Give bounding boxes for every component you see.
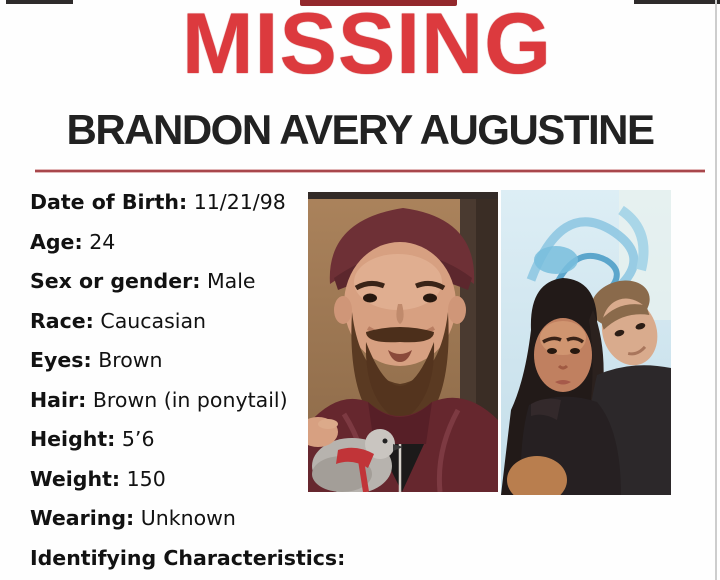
detail-age: Age: 24 xyxy=(30,229,116,254)
detail-race: Race: Caucasian xyxy=(30,308,207,333)
detail-hair: Hair: Brown (in ponytail) xyxy=(30,387,288,412)
details-list xyxy=(30,183,346,578)
detail-date-of-birth: Date of Birth: 11/21/98 xyxy=(30,190,286,214)
detail-sex: Sex or gender: Male xyxy=(30,269,256,293)
poster-title: MISSING xyxy=(181,0,553,92)
photo-couple xyxy=(501,190,671,495)
red-divider-line xyxy=(35,170,705,172)
detail-identifying-characteristics: Identifying Characteristics: xyxy=(30,545,346,570)
photo-collage xyxy=(308,190,671,495)
detail-weight: Weight: 150 xyxy=(30,466,166,491)
right-edge-line xyxy=(715,0,717,580)
detail-wearing: Wearing: Unknown xyxy=(30,506,236,530)
missing-person-name: BRANDON AVERY AUGUSTINE xyxy=(66,106,654,153)
detail-height: Height: 5’6 xyxy=(30,427,155,451)
detail-eyes: Eyes: Brown xyxy=(30,348,163,372)
photo-missing-man xyxy=(308,192,498,492)
